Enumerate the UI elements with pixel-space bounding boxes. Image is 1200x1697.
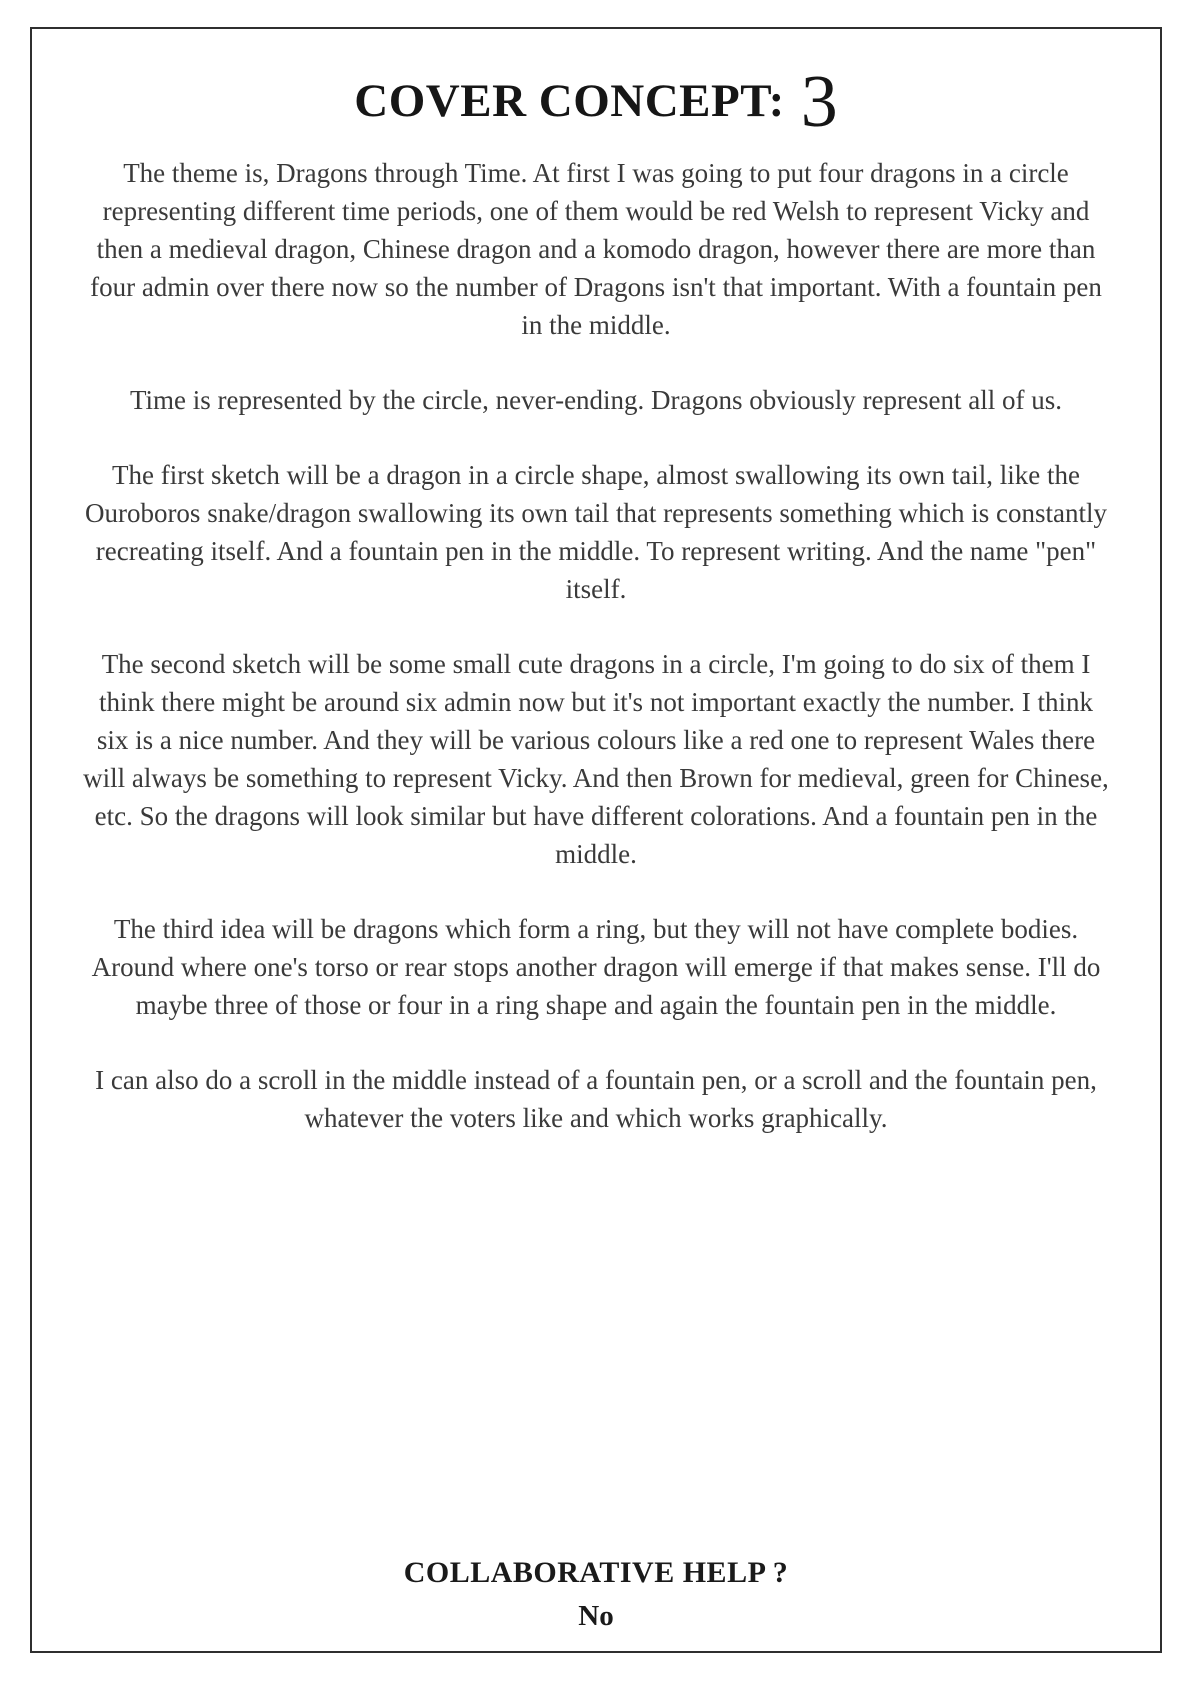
paragraph-first-sketch: The first sketch will be a dragon in a circle shape, almost swallowing its own tail, like the Ouroboros snake/dragon swallowing its own tail that represents something which is constantly recreating itself. And a fountain pen in the middle. To represent writing. And the name "pen" itself. bbox=[84, 460, 1108, 604]
paragraph-symbolism: Time is represented by the circle, never-ending. Dragons obviously represent all of us. bbox=[130, 385, 1062, 415]
paragraph-second-sketch: The second sketch will be some small cute dragons in a circle, I'm going to do six of them I think there might be around six admin now but it's not important exactly the number. I think six is a nice number. And they will be various colours like a red one to represent Wales there will always be something to represent Vicky. And then Brown for medieval, green for Chinese, etc. So the dragons will look similar but have different colorations. And a fountain pen in the middle. bbox=[83, 649, 1109, 869]
concept-description bbox=[81, 154, 1111, 1174]
collaborative-help-answer: No bbox=[578, 1600, 614, 1632]
page-border-frame bbox=[30, 27, 1162, 1653]
paragraph-scroll-option: I can also do a scroll in the middle instead of a fountain pen, or a scroll and the fountain pen, whatever the voters like and which works graphically. bbox=[95, 1065, 1097, 1133]
title-concept-number: 3 bbox=[800, 61, 838, 143]
title-text: COVER CONCEPT: bbox=[354, 75, 785, 127]
paragraph-third-idea: The third idea will be dragons which form a ring, but they will not have complete bodies. Around where one's torso or rear stops another dragon will emerge if that makes sense. I'll do maybe three of those or four in a ring shape and again the fountain pen in the middle. bbox=[91, 914, 1101, 1020]
page-title bbox=[354, 61, 838, 143]
collaborative-help-question: COLLABORATIVE HELP ? bbox=[403, 1556, 789, 1589]
paragraph-theme-overview: The theme is, Dragons through Time. At first I was going to put four dragons in a circle representing different time periods, one of them would be red Welsh to represent Vicky and then a medieval dragon, Chinese dragon and a komodo dragon, however there are more than four admin over there now so the number of Dragons isn't that important. With a fountain pen in the middle. bbox=[90, 158, 1102, 340]
footer-section bbox=[404, 1551, 789, 1651]
